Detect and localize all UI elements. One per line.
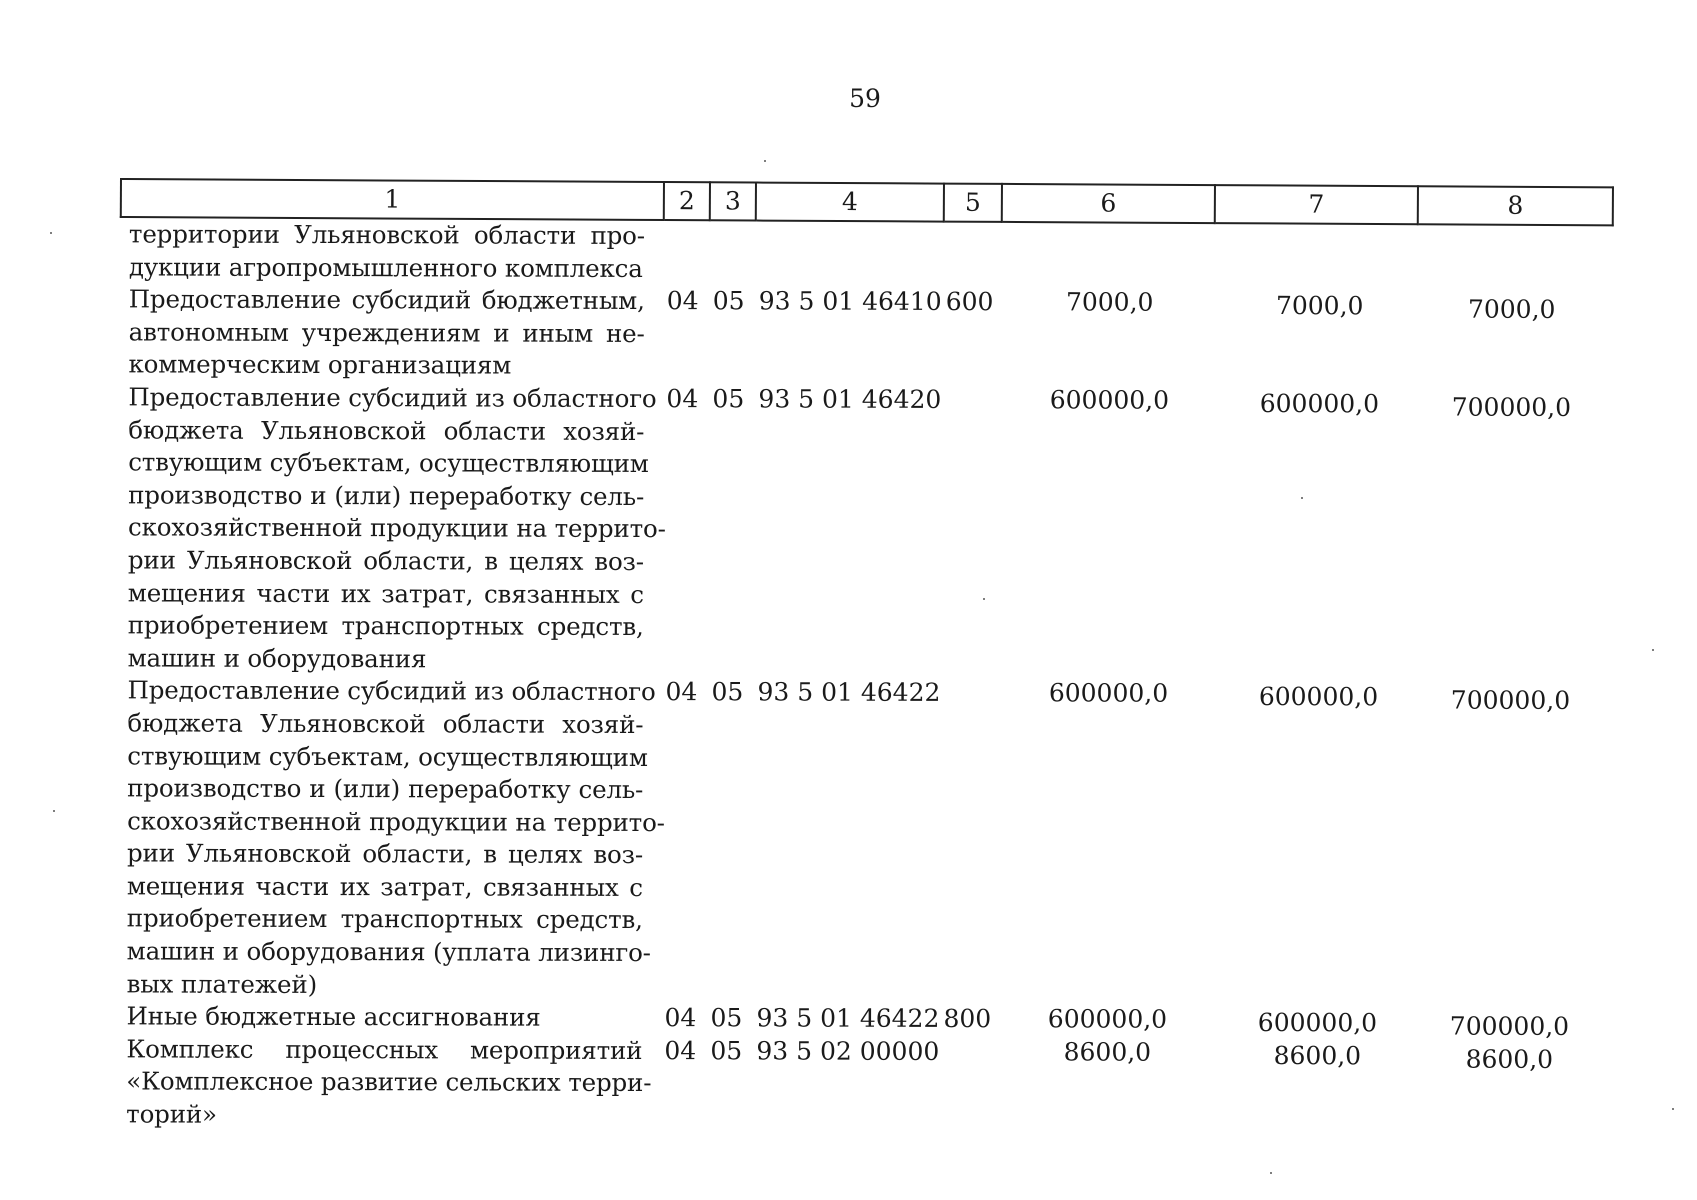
- description-line: скохозяйственной продукции на террито-: [127, 512, 666, 544]
- expense-type-code: 800: [943, 1004, 992, 1034]
- description-line: Комплекс процессных мероприятий: [126, 1034, 643, 1065]
- page-number: 59: [849, 84, 881, 113]
- table-row: [0, 381, 1696, 680]
- description-line: приобретением транспортных средств,: [126, 903, 643, 935]
- amount-col-7: 600000,0: [1259, 388, 1380, 419]
- description-line: вых платежей): [126, 969, 318, 999]
- column-header-8: 8: [1418, 186, 1613, 225]
- scan-speck: [1672, 1108, 1674, 1110]
- subsection-code: 05: [712, 286, 745, 316]
- section-code: 04: [666, 286, 699, 316]
- description-line: мещения части их затрат, связанных с: [127, 577, 644, 609]
- target-article-code: 93 5 01 46422: [757, 677, 941, 708]
- description-line: Предоставление субсидий из областного: [128, 382, 657, 414]
- description-line: скохозяйственной продукции на террито-: [127, 806, 665, 837]
- row-description: [126, 1033, 652, 1132]
- row-description: [128, 284, 644, 383]
- column-header-5: 5: [944, 184, 1002, 222]
- scan-speck: [53, 810, 55, 812]
- description-line: Иные бюджетные ассигнования: [126, 1001, 541, 1032]
- subsection-code: 05: [711, 677, 744, 707]
- amount-col-8: [1432, 228, 1592, 229]
- target-article-code: 93 5 01 46410: [758, 286, 942, 317]
- table-row: [0, 283, 1697, 386]
- column-header-3: 3: [710, 182, 756, 220]
- description-line: рии Ульяновской области, в целях воз-: [126, 838, 644, 870]
- column-header-7: 7: [1215, 185, 1418, 224]
- description-line: ствующим субъектам, осуществляющим: [128, 447, 649, 479]
- description-line: бюджета Ульяновской области хозяй-: [128, 414, 645, 446]
- section-code: 04: [664, 1003, 697, 1033]
- subsection-code: 05: [710, 1003, 743, 1033]
- table-row: [0, 674, 1696, 1005]
- row-description: [127, 381, 666, 676]
- amount-col-6: 8600,0: [1063, 1037, 1152, 1067]
- column-header-1: 1: [121, 179, 664, 220]
- section-code: 04: [664, 1035, 697, 1066]
- budget-table-body: [0, 218, 1697, 1136]
- description-line: приобретением транспортных средств,: [127, 610, 644, 642]
- amount-col-6: 600000,0: [1048, 678, 1169, 708]
- row-description: [126, 675, 665, 1003]
- expense-type-code: 600: [945, 287, 994, 317]
- description-line: машин и оборудования: [127, 643, 427, 674]
- amount-col-6: 600000,0: [1047, 1004, 1168, 1034]
- amount-col-7: 8600,0: [1273, 1040, 1362, 1071]
- description-line: коммерческим организациям: [128, 349, 512, 380]
- scan-speck: [50, 232, 52, 234]
- amount-col-7: [1240, 225, 1400, 226]
- description-line: Предоставление субсидий бюджетным,: [128, 284, 645, 316]
- table-row: [0, 1000, 1695, 1042]
- description-line: дукции агропромышленного комплекса: [128, 251, 643, 283]
- row-description: [126, 1001, 642, 1035]
- amount-col-8: 8600,0: [1465, 1044, 1554, 1074]
- subsection-code: 05: [710, 1036, 743, 1066]
- subsection-code: 05: [712, 384, 745, 414]
- description-line: производство и (или) переработку сель-: [127, 773, 644, 805]
- column-header-4: 4: [756, 183, 944, 222]
- amount-col-7: 600000,0: [1257, 1008, 1378, 1038]
- target-article-code: 93 5 02 00000: [756, 1036, 940, 1066]
- description-line: бюджета Ульяновской области хозяй-: [127, 708, 644, 739]
- amount-col-7: 600000,0: [1258, 682, 1379, 712]
- scan-speck: [1652, 649, 1654, 651]
- section-code: 04: [665, 677, 698, 707]
- description-line: ствующим субъектам, осуществляющим: [127, 740, 648, 772]
- description-line: машин и оборудования (уплата лизинго-: [126, 936, 651, 968]
- amount-col-8: 700000,0: [1449, 1011, 1570, 1042]
- scan-speck: [983, 598, 985, 600]
- amount-col-7: 7000,0: [1275, 291, 1364, 321]
- description-line: рии Ульяновской области, в целях воз-: [127, 545, 644, 576]
- table-row: [0, 218, 1697, 289]
- description-line: торий»: [126, 1099, 217, 1129]
- table-row: [0, 1033, 1694, 1136]
- description-line: «Комплексное развитие сельских терри-: [126, 1066, 652, 1098]
- scan-speck: [1270, 1172, 1272, 1174]
- description-line: мещения части их затрат, связанных с: [126, 871, 643, 902]
- scan-speck: [764, 160, 766, 162]
- amount-col-6: 600000,0: [1049, 385, 1170, 415]
- row-description: [129, 218, 645, 285]
- amount-col-6: [1030, 221, 1190, 222]
- target-article-code: 93 5 01 46420: [758, 384, 942, 414]
- scan-speck: [1301, 497, 1303, 499]
- description-line: производство и (или) переработку сель-: [128, 480, 645, 511]
- column-header-6: 6: [1002, 184, 1215, 223]
- description-line: Предоставление субсидий из областного: [127, 675, 656, 707]
- amount-col-8: 700000,0: [1451, 392, 1572, 422]
- description-line: автономным учреждениям и иным не-: [128, 317, 645, 348]
- amount-col-8: 7000,0: [1467, 294, 1556, 325]
- section-code: 04: [666, 384, 699, 414]
- target-article-code: 93 5 01 46422: [756, 1003, 940, 1034]
- amount-col-6: 7000,0: [1065, 287, 1154, 317]
- column-header-2: 2: [664, 182, 710, 220]
- description-line: территории Ульяновской области про-: [128, 219, 645, 251]
- amount-col-8: 700000,0: [1450, 685, 1571, 716]
